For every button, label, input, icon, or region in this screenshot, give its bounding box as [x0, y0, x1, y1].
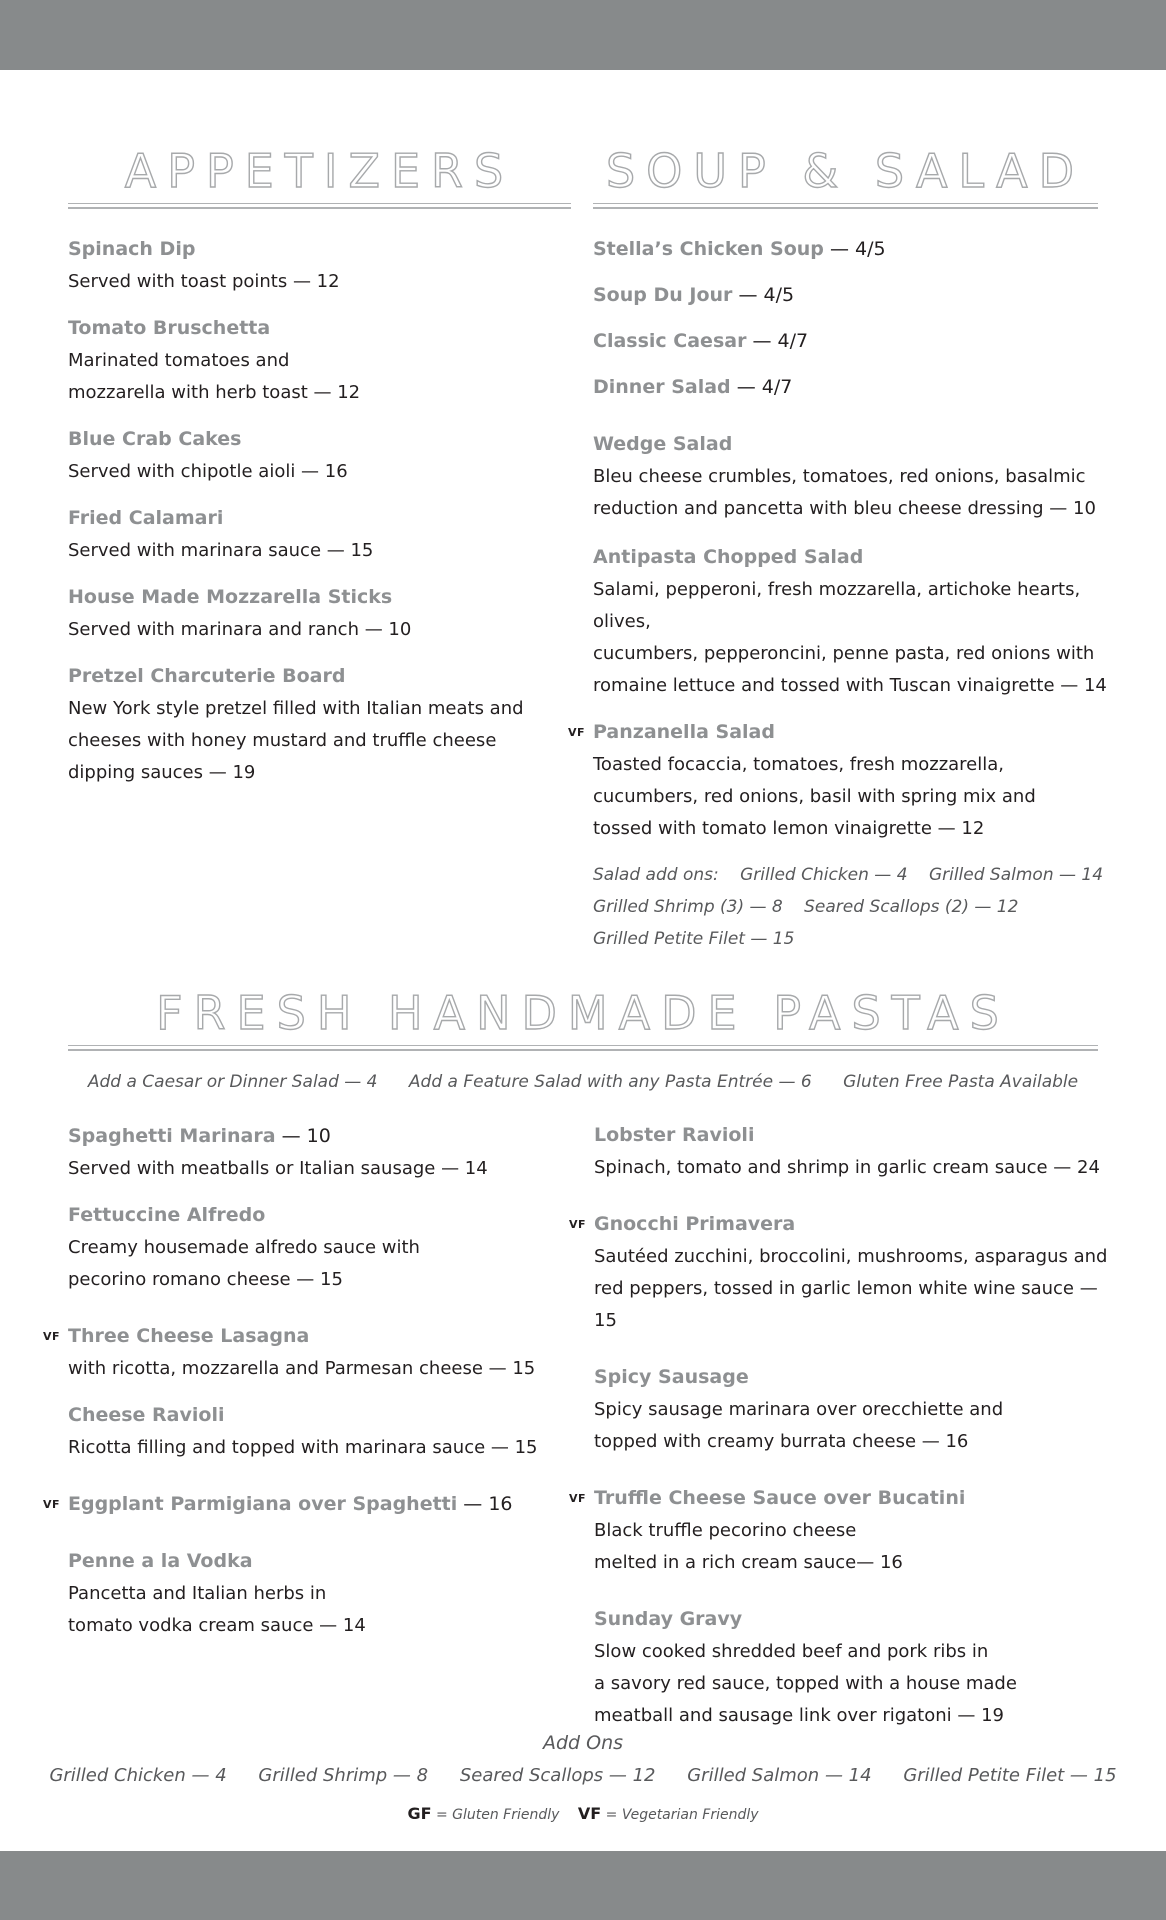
add-on-item: Grilled Petite Filet — 15: [593, 929, 795, 949]
add-on-item: Grilled Salmon — 14: [928, 865, 1104, 885]
item-description: topped with creamy burrata cheese — 16: [594, 1431, 969, 1452]
add-on-item: Grilled Chicken — 4: [740, 865, 908, 885]
item-price: — 10: [275, 1125, 331, 1147]
item-description: meatball and sausage link over rigatoni — 19: [594, 1705, 1005, 1726]
item-name: Dinner Salad: [593, 376, 731, 398]
menu-item: [68, 423, 568, 488]
gf-code: GF: [407, 1804, 432, 1823]
item-description: Served with meatballs or Italian sausage — 14: [68, 1158, 488, 1179]
item-price: — 4/5: [732, 284, 795, 306]
menu-item: [68, 1399, 568, 1464]
item-price: — 16: [457, 1493, 513, 1515]
pasta-note-item: Gluten Free Pasta Available: [843, 1072, 1079, 1092]
vf-tag: VF: [569, 1218, 587, 1231]
item-description: romaine lettuce and tossed with Tuscan vinaigrette — 14: [593, 675, 1107, 696]
vf-tag: VF: [568, 726, 586, 739]
item-description: Ricotta filling and topped with marinara sauce — 15: [68, 1437, 538, 1458]
item-price: — 4/7: [746, 330, 809, 352]
item-description: tossed with tomato lemon vinaigrette — 12: [593, 818, 985, 839]
menu-item: [68, 502, 568, 567]
item-name: Pretzel Charcuterie Board: [68, 665, 346, 687]
add-ons-list: [0, 1761, 1166, 1791]
pastas-rule: [68, 1045, 1098, 1046]
item-name: Soup Du Jour: [593, 284, 733, 306]
item-description: cheeses with honey mustard and truffle cheese: [68, 730, 497, 751]
item-name: House Made Mozzarella Sticks: [68, 586, 393, 608]
item-description: Spicy sausage marinara over orecchiette and: [594, 1399, 1004, 1420]
item-description: pecorino romano cheese — 15: [68, 1269, 343, 1290]
item-name: Spinach Dip: [68, 238, 196, 260]
pastas-heading: FRESH HANDMADE PASTAS: [156, 986, 1010, 1040]
item-price: — 4/5: [823, 238, 886, 260]
item-description: a savory red sauce, topped with a house made: [594, 1673, 1017, 1694]
item-description: red peppers, tossed in garlic lemon white wine sauce — 15: [594, 1278, 1098, 1331]
top-banner: [0, 0, 1166, 70]
pastas-right-list: [569, 1119, 1114, 1732]
item-name: Cheese Ravioli: [68, 1404, 225, 1426]
menu-item: [68, 1120, 568, 1185]
item-name: Tomato Bruschetta: [68, 317, 271, 339]
gf-text: = Gluten Friendly: [435, 1807, 560, 1823]
vf-code: VF: [577, 1804, 602, 1823]
item-description: Sautéed zucchini, broccolini, mushrooms, asparagus and: [594, 1246, 1108, 1267]
item-description: dipping sauces — 19: [68, 762, 256, 783]
item-description: Marinated tomatoes and: [68, 350, 290, 371]
item-name: Panzanella Salad: [593, 721, 775, 743]
item-description: mozzarella with herb toast — 12: [68, 382, 361, 403]
bottom-banner: [0, 1851, 1166, 1920]
pasta-note-item: Add a Feature Salad with any Pasta Entrée — 6: [408, 1072, 812, 1092]
menu-item: [68, 1545, 568, 1642]
menu-item: [569, 1208, 1114, 1337]
appetizers-list: [68, 233, 568, 789]
item-description: with ricotta, mozzarella and Parmesan cheese — 15: [68, 1358, 536, 1379]
menu-item: [593, 325, 1113, 358]
item-description: Salami, pepperoni, fresh mozzarella, artichoke hearts, olives,: [593, 579, 1081, 632]
vf-text: = Vegetarian Friendly: [605, 1807, 759, 1823]
appetizers-heading: APPETIZERS: [124, 144, 515, 198]
soup-salad-heading: SOUP & SALAD: [605, 144, 1086, 198]
vf-tag: VF: [569, 1492, 587, 1505]
legend: [0, 1800, 1166, 1829]
add-ons-label: Add Ons: [542, 1732, 624, 1754]
item-description: melted in a rich cream sauce— 16: [594, 1552, 903, 1573]
menu-item: [43, 1488, 568, 1521]
item-description: Creamy housemade alfredo sauce with: [68, 1237, 420, 1258]
item-name: Eggplant Parmigiana over Spaghetti: [68, 1493, 458, 1515]
item-name: Stella’s Chicken Soup: [593, 238, 824, 260]
item-name: Antipasta Chopped Salad: [593, 546, 864, 568]
item-name: Sunday Gravy: [594, 1608, 743, 1630]
item-description: cucumbers, pepperoncini, penne pasta, red onions with: [593, 643, 1095, 664]
item-name: Lobster Ravioli: [594, 1124, 755, 1146]
menu-item: [68, 660, 568, 789]
appetizers-rule: [68, 203, 571, 204]
item-description: reduction and pancetta with bleu cheese dressing — 10: [593, 498, 1096, 519]
add-on-item: Seared Scallops (2) — 12: [804, 897, 1019, 917]
add-on-item: Grilled Salmon — 14: [687, 1765, 872, 1786]
vf-tag: VF: [43, 1498, 61, 1511]
menu-item: [593, 371, 1113, 404]
menu-item: [593, 233, 1113, 266]
menu-item: [68, 233, 568, 298]
menu-item: [594, 1361, 1114, 1458]
pasta-note-item: Add a Caesar or Dinner Salad — 4: [87, 1072, 378, 1092]
menu-item: [68, 312, 568, 409]
item-description: Toasted focaccia, tomatoes, fresh mozzarella,: [593, 754, 1005, 775]
item-description: Slow cooked shredded beef and pork ribs in: [594, 1641, 989, 1662]
item-name: Fettuccine Alfredo: [68, 1204, 266, 1226]
item-name: Penne a la Vodka: [68, 1550, 253, 1572]
salad-add-ons: [593, 859, 1113, 955]
add-on-item: Grilled Chicken — 4: [49, 1765, 227, 1786]
pastas-left-list: [43, 1120, 568, 1642]
item-name: Three Cheese Lasagna: [68, 1325, 310, 1347]
add-on-item: Seared Scallops — 12: [459, 1765, 656, 1786]
item-name: Truffle Cheese Sauce over Bucatini: [594, 1487, 966, 1509]
add-on-item: Grilled Shrimp — 8: [258, 1765, 429, 1786]
menu-item: [593, 541, 1113, 702]
item-name: Spicy Sausage: [594, 1366, 749, 1388]
menu-item: [593, 279, 1113, 312]
item-description: tomato vodka cream sauce — 14: [68, 1615, 366, 1636]
menu-item: [43, 1320, 568, 1385]
item-description: Served with chipotle aioli — 16: [68, 461, 348, 482]
item-description: Served with toast points — 12: [68, 271, 340, 292]
menu-item: [568, 716, 1113, 845]
menu-item: [569, 1482, 1114, 1579]
item-description: Black truffle pecorino cheese: [594, 1520, 857, 1541]
item-description: Served with marinara sauce — 15: [68, 540, 374, 561]
item-price: — 4/7: [730, 376, 793, 398]
item-name: Gnocchi Primavera: [594, 1213, 796, 1235]
item-name: Fried Calamari: [68, 507, 224, 529]
salad-add-ons-label: Salad add ons:: [593, 865, 719, 885]
soup-salad-rule: [593, 203, 1098, 204]
menu-item: [68, 581, 568, 646]
item-description: Bleu cheese crumbles, tomatoes, red onions, basalmic: [593, 466, 1086, 487]
item-name: Wedge Salad: [593, 433, 733, 455]
item-name: Classic Caesar: [593, 330, 747, 352]
item-description: New York style pretzel filled with Italian meats and: [68, 698, 524, 719]
pasta-note: [0, 1068, 1166, 1096]
menu-item: [594, 1119, 1114, 1184]
item-description: Spinach, tomato and shrimp in garlic cream sauce — 24: [594, 1157, 1100, 1178]
vf-tag: VF: [43, 1330, 61, 1343]
item-description: cucumbers, red onions, basil with spring mix and: [593, 786, 1036, 807]
item-description: Served with marinara and ranch — 10: [68, 619, 412, 640]
add-on-item: Grilled Shrimp (3) — 8: [593, 897, 783, 917]
menu-item: [68, 1199, 568, 1296]
menu-item: [593, 428, 1113, 525]
item-name: Blue Crab Cakes: [68, 428, 242, 450]
item-description: Pancetta and Italian herbs in: [68, 1583, 327, 1604]
menu-item: [594, 1603, 1114, 1732]
soup-salad-list: [568, 233, 1113, 955]
add-on-item: Grilled Petite Filet — 15: [903, 1765, 1117, 1786]
item-name: Spaghetti Marinara: [68, 1125, 276, 1147]
